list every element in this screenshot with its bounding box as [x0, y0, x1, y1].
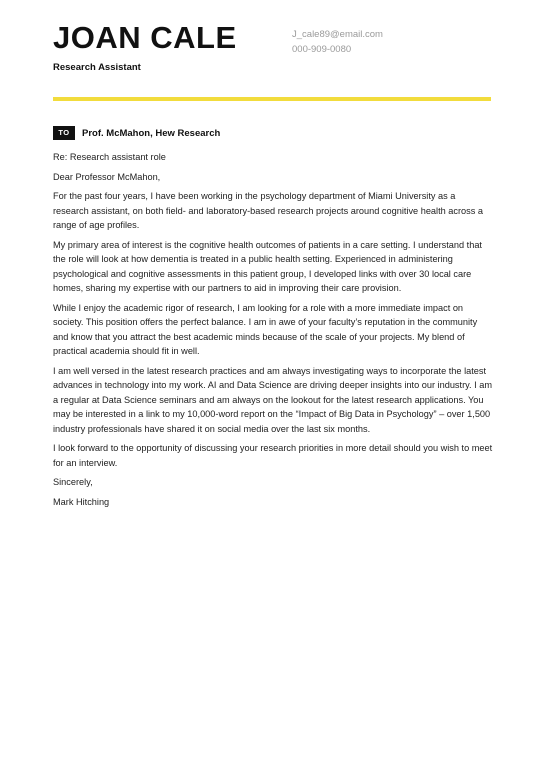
closing: Sincerely, [53, 477, 93, 487]
salutation: Dear Professor McMahon, [53, 171, 161, 182]
subject-line: Re: Research assistant role [53, 152, 166, 162]
recipient-name: Prof. McMahon, Hew Research [82, 127, 221, 139]
paragraph: I am well versed in the latest research practices and am always investigating ways to incorporate the latest advances in technology into my work. AI and Data Science are driving deeper insights into our industry. I am a regular at Data Science seminars and am always on the lookout for the latest research applications. You may be interested in a link to my 10,000-word report on the “Impact of Big Data in Psychology” – over 1,500 industry professionals have shared it on social media over the last six months. [53, 365, 493, 434]
paragraph: While I enjoy the academic rigor of research, I am looking for a role with a more immediate impact on society. This position offers the perfect balance. I am in awe of your faculty’s reputation in the community and know that you attract the best academic minds because of the scale of your projects. My blend of practical academia should fit in well. [53, 302, 478, 356]
applicant-role: Research Assistant [53, 62, 141, 73]
email-text: J_cale89@email.com [292, 29, 383, 40]
paragraph: My primary area of interest is the cognitive health outcomes of patients in a care setting. I understand that the role will look at how dementia is treated in a public health setting. Experienced in administering psychological and cognitive assessments in this patient group, I developed links with over 30 local care homes, sharing my expertise with our partners to aid in improving their care provision. [53, 239, 482, 293]
paragraph: I look forward to the opportunity of discussing your research priorities in more detail should you wish to meet for an interview. [53, 443, 493, 468]
accent-divider [53, 97, 491, 101]
contact-block [292, 27, 383, 57]
signature: Mark Hitching [53, 496, 110, 507]
letter-body [53, 150, 493, 514]
to-badge: TO [53, 126, 75, 140]
phone-text: 000-909-0080 [292, 44, 352, 55]
applicant-name: JOAN CALE [53, 20, 237, 55]
paragraph: For the past four years, I have been working in the psychology department of Miami University as a research assistant, on both field- and laboratory-based research projects around cognitive health across a range of age profiles. [53, 191, 484, 230]
recipient-row [53, 126, 220, 140]
